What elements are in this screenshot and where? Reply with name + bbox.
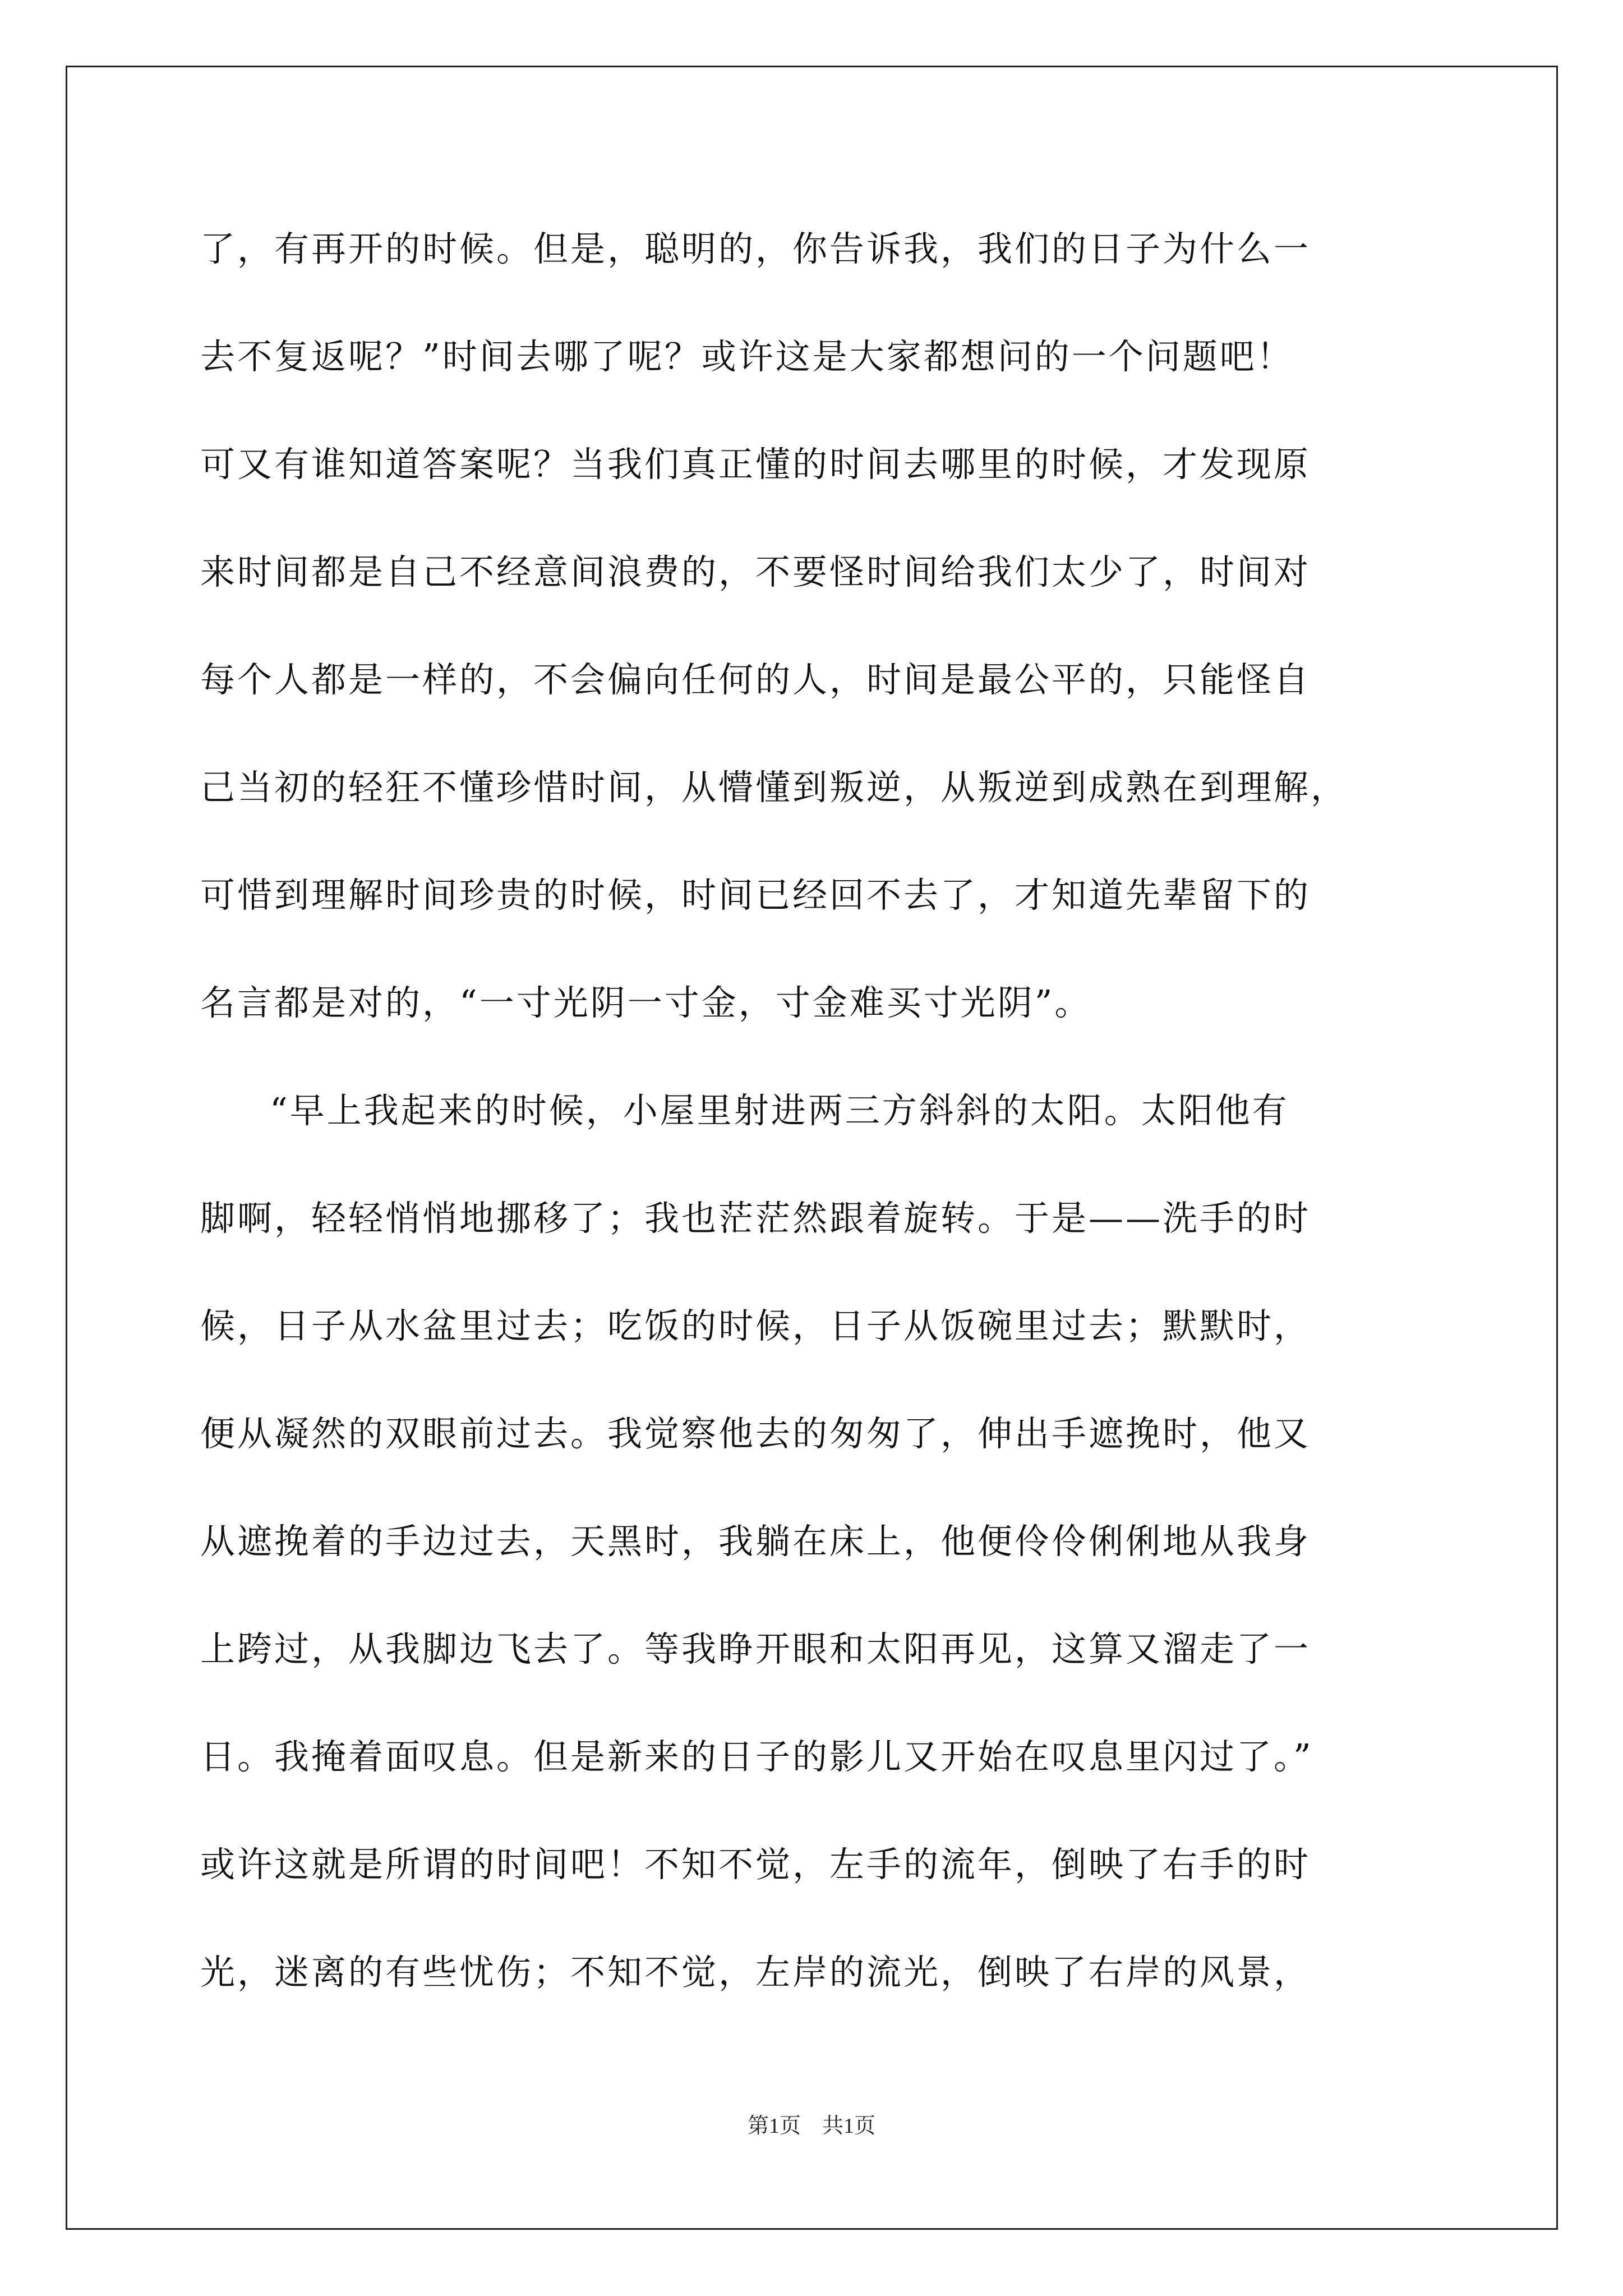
text-line: 上跨过，从我脚边飞去了。等我睁开眼和太阳再见，这算又溜走了一 — [200, 1628, 1311, 1669]
text-line: 候，日子从水盆里过去；吃饭的时候，日子从饭碗里过去；默默时， — [200, 1305, 1311, 1346]
text-line: “早上我起来的时候，小屋里射进两三方斜斜的太阳。太阳他有 — [270, 1090, 1289, 1131]
text-line: 去不复返呢？”时间去哪了呢？或许这是大家都想问的一个问题吧！ — [200, 336, 1294, 377]
text-line: 来时间都是自己不经意间浪费的，不要怪时间给我们太少了，时间对 — [200, 551, 1311, 592]
text-line: 了，有再开的时候。但是，聪明的，你告诉我，我们的日子为什么一 — [200, 228, 1311, 269]
text-line: 或许这就是所谓的时间吧！不知不觉，左手的流年，倒映了右手的时 — [200, 1844, 1311, 1885]
text-line: 从遮挽着的手边过去，天黑时，我躺在床上，他便伶伶俐俐地从我身 — [200, 1521, 1311, 1562]
text-line: 光，迷离的有些忧伤；不知不觉，左岸的流光，倒映了右岸的风景， — [200, 1952, 1311, 1993]
text-line: 可惜到理解时间珍贵的时候，时间已经回不去了，才知道先辈留下的 — [200, 875, 1311, 915]
page-border — [66, 66, 1558, 2230]
text-line: 日。我掩着面叹息。但是新来的日子的影儿又开始在叹息里闪过了。” — [200, 1736, 1313, 1777]
text-line: 便从凝然的双眼前过去。我觉察他去的匆匆了，伸出手遮挽时，他又 — [200, 1413, 1311, 1454]
text-line: 每个人都是一样的，不会偏向任何的人，时间是最公平的，只能怪自 — [200, 659, 1311, 700]
text-line: 名言都是对的，“一寸光阴一寸金，寸金难买寸光阴”。 — [200, 982, 1092, 1023]
text-line: 可又有谁知道答案呢？当我们真正懂的时间去哪里的时候，才发现原 — [200, 444, 1311, 485]
text-line: 脚啊，轻轻悄悄地挪移了；我也茫茫然跟着旋转。于是——洗手的时 — [200, 1198, 1311, 1239]
page-number-footer: 第1页 共1页 — [747, 2114, 875, 2138]
text-line: 己当初的轻狂不懂珍惜时间，从懵懂到叛逆，从叛逆到成熟在到理解， — [200, 767, 1348, 808]
